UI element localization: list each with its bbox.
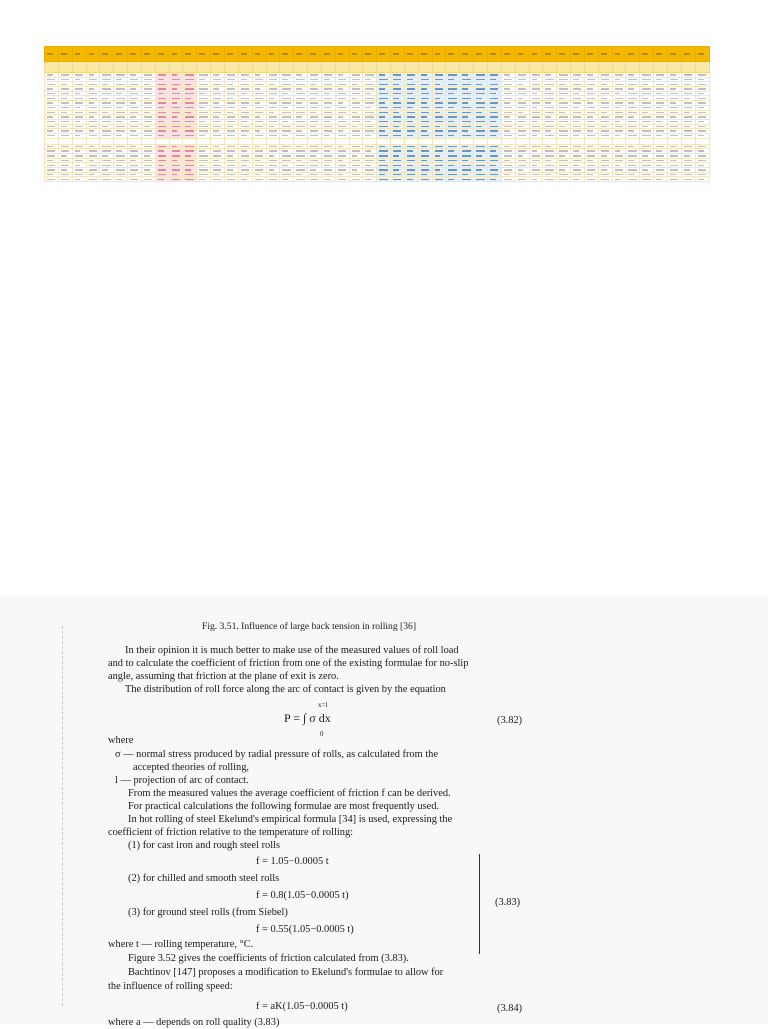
subheader-cell <box>598 62 612 73</box>
table-row <box>45 62 710 73</box>
data-cell <box>45 177 59 182</box>
subheader-cell <box>667 62 681 73</box>
header-cell <box>72 47 86 62</box>
header-cell <box>114 47 128 62</box>
header-cell <box>197 47 211 62</box>
subheader-cell <box>280 62 294 73</box>
data-cell <box>252 177 266 182</box>
subheader-cell <box>543 62 557 73</box>
header-cell <box>612 47 626 62</box>
data-cell <box>197 177 211 182</box>
header-cell <box>474 47 488 62</box>
paragraph-line: coefficient of friction relative to the temperature of rolling: <box>108 827 354 838</box>
subheader-cell <box>571 62 585 73</box>
subheader-cell <box>128 62 142 73</box>
data-cell <box>169 177 183 182</box>
data-cell <box>571 177 585 182</box>
subheader-cell <box>557 62 571 73</box>
header-cell <box>529 47 543 62</box>
data-cell <box>404 177 418 182</box>
subheader-cell <box>197 62 211 73</box>
data-cell <box>640 177 654 182</box>
data-cell <box>557 177 571 182</box>
header-cell <box>266 47 280 62</box>
subheader-cell <box>474 62 488 73</box>
subheader-cell <box>321 62 335 73</box>
paragraph-line: the influence of rolling speed: <box>108 981 233 992</box>
data-cell <box>584 177 598 182</box>
subheader-cell <box>612 62 626 73</box>
table-row <box>45 47 710 62</box>
subheader-cell <box>58 62 72 73</box>
subheader-cell <box>626 62 640 73</box>
subheader-cell <box>584 62 598 73</box>
data-cell <box>308 177 322 182</box>
paragraph-line: where a — depends on roll quality (3.83) <box>108 1017 280 1028</box>
data-cell <box>446 177 460 182</box>
subheader-cell <box>488 62 502 73</box>
header-cell <box>183 47 197 62</box>
data-cell <box>432 177 446 182</box>
paragraph-line: Figure 3.52 gives the coefficients of friction calculated from (3.83). <box>128 953 409 964</box>
subheader-cell <box>363 62 377 73</box>
subheader-cell <box>501 62 515 73</box>
subheader-cell <box>266 62 280 73</box>
subheader-cell <box>404 62 418 73</box>
header-cell <box>294 47 308 62</box>
subheader-cell <box>100 62 114 73</box>
case-formula: f = 0.55(1.05−0.0005 t) <box>256 924 354 935</box>
data-cell <box>529 177 543 182</box>
header-cell <box>557 47 571 62</box>
header-cell <box>349 47 363 62</box>
equation-3-84: f = aK(1.05−0.0005 t) <box>256 1001 348 1012</box>
case-formula: f = 0.8(1.05−0.0005 t) <box>256 890 349 901</box>
header-cell <box>252 47 266 62</box>
header-cell <box>211 47 225 62</box>
data-cell <box>695 177 709 182</box>
case-label: (2) for chilled and smooth steel rolls <box>128 873 280 884</box>
header-cell <box>667 47 681 62</box>
definition-line: l — projection of arc of contact. <box>115 775 249 786</box>
subheader-cell <box>654 62 668 73</box>
data-cell <box>681 177 695 182</box>
equation-number: (3.84) <box>497 1003 523 1014</box>
header-cell <box>321 47 335 62</box>
data-table <box>44 46 710 182</box>
data-cell <box>654 177 668 182</box>
subheader-cell <box>86 62 100 73</box>
data-cell <box>183 177 197 182</box>
definition-line: accepted theories of rolling, <box>133 762 249 773</box>
data-cell <box>72 177 86 182</box>
equation-number: (3.83) <box>495 897 521 908</box>
data-cell <box>238 177 252 182</box>
data-cell <box>543 177 557 182</box>
paragraph-line: and to calculate the coefficient of friction from one of the existing formulae for no-slip <box>108 658 469 669</box>
header-cell <box>391 47 405 62</box>
case-formula: f = 1.05−0.0005 t <box>256 856 329 867</box>
data-cell <box>488 177 502 182</box>
header-cell <box>224 47 238 62</box>
header-cell <box>280 47 294 62</box>
subheader-cell <box>252 62 266 73</box>
data-cell <box>335 177 349 182</box>
data-cell <box>391 177 405 182</box>
subheader-cell <box>446 62 460 73</box>
header-cell <box>335 47 349 62</box>
scanned-page <box>0 596 768 1028</box>
header-cell <box>695 47 709 62</box>
subheader-cell <box>211 62 225 73</box>
subheader-cell <box>294 62 308 73</box>
data-cell <box>321 177 335 182</box>
subheader-cell <box>391 62 405 73</box>
header-cell <box>598 47 612 62</box>
header-cell <box>501 47 515 62</box>
figure-caption: Fig. 3.51. Influence of large back tension in rolling [36] <box>202 621 417 632</box>
header-cell <box>155 47 169 62</box>
paragraph-line: angle, assuming that friction at the plane of exit is zero. <box>108 671 339 682</box>
subheader-cell <box>72 62 86 73</box>
data-cell <box>667 177 681 182</box>
data-cell <box>294 177 308 182</box>
data-cell <box>626 177 640 182</box>
data-cell <box>418 177 432 182</box>
data-cell <box>474 177 488 182</box>
subheader-cell <box>432 62 446 73</box>
paragraph-line: For practical calculations the following formulae are most frequently used. <box>128 801 440 812</box>
subheader-cell <box>460 62 474 73</box>
data-cell <box>211 177 225 182</box>
header-cell <box>432 47 446 62</box>
header-cell <box>308 47 322 62</box>
header-cell <box>515 47 529 62</box>
header-cell <box>238 47 252 62</box>
subheader-cell <box>349 62 363 73</box>
header-cell <box>86 47 100 62</box>
definition-line: σ — normal stress produced by radial pressure of rolls, as calculated from the <box>115 749 438 760</box>
header-cell <box>128 47 142 62</box>
where-label: where <box>108 735 134 746</box>
subheader-cell <box>515 62 529 73</box>
header-cell <box>363 47 377 62</box>
header-cell <box>100 47 114 62</box>
case-label: (3) for ground steel rolls (from Siebel) <box>128 907 288 918</box>
header-cell <box>584 47 598 62</box>
subheader-cell <box>183 62 197 73</box>
header-cell <box>681 47 695 62</box>
header-cell <box>543 47 557 62</box>
subheader-cell <box>155 62 169 73</box>
header-cell <box>571 47 585 62</box>
data-cell <box>86 177 100 182</box>
data-cell <box>58 177 72 182</box>
header-cell <box>404 47 418 62</box>
subheader-cell <box>335 62 349 73</box>
subheader-cell <box>224 62 238 73</box>
data-cell <box>114 177 128 182</box>
paragraph-line: Bachtinov [147] proposes a modification to Ekelund's formulae to allow for <box>128 967 444 978</box>
data-cell <box>100 177 114 182</box>
equation-number: (3.82) <box>497 715 523 726</box>
header-cell <box>626 47 640 62</box>
data-cell <box>460 177 474 182</box>
data-cell <box>349 177 363 182</box>
subheader-cell <box>681 62 695 73</box>
header-cell <box>141 47 155 62</box>
paragraph-line: In hot rolling of steel Ekelund's empirical formula [34] is used, expressing the <box>128 814 453 825</box>
data-cell <box>141 177 155 182</box>
subheader-cell <box>418 62 432 73</box>
spreadsheet-thumbnail <box>44 46 710 198</box>
subheader-cell <box>377 62 391 73</box>
case-label: (1) for cast iron and rough steel rolls <box>128 840 281 851</box>
subheader-cell <box>141 62 155 73</box>
header-cell <box>460 47 474 62</box>
where-definition: where t — rolling temperature, °C. <box>108 939 254 950</box>
subheader-cell <box>45 62 59 73</box>
data-cell <box>515 177 529 182</box>
data-cell <box>363 177 377 182</box>
header-cell <box>58 47 72 62</box>
header-cell <box>169 47 183 62</box>
data-cell <box>501 177 515 182</box>
header-cell <box>640 47 654 62</box>
paragraph-line: The distribution of roll force along the arc of contact is given by the equation <box>125 684 446 695</box>
equation-brace <box>479 854 485 954</box>
data-cell <box>266 177 280 182</box>
data-cell <box>612 177 626 182</box>
subheader-cell <box>529 62 543 73</box>
header-cell <box>654 47 668 62</box>
header-cell <box>488 47 502 62</box>
header-cell <box>446 47 460 62</box>
paragraph-line: In their opinion it is much better to make use of the measured values of roll load <box>125 645 459 656</box>
table-row <box>45 177 710 182</box>
header-cell <box>45 47 59 62</box>
data-cell <box>224 177 238 182</box>
paragraph-line: From the measured values the average coefficient of friction f can be derived. <box>128 788 451 799</box>
data-cell <box>128 177 142 182</box>
subheader-cell <box>169 62 183 73</box>
integral-lower-limit: 0 <box>320 730 324 738</box>
data-cell <box>280 177 294 182</box>
header-cell <box>377 47 391 62</box>
subheader-cell <box>238 62 252 73</box>
data-cell <box>155 177 169 182</box>
header-cell <box>418 47 432 62</box>
equation-3-82: P = ∫ σ dx <box>284 711 331 725</box>
data-cell <box>377 177 391 182</box>
subheader-cell <box>308 62 322 73</box>
data-cell <box>598 177 612 182</box>
subheader-cell <box>640 62 654 73</box>
subheader-cell <box>695 62 709 73</box>
page-fold-line <box>62 626 64 1006</box>
integral-upper-limit: x=l <box>318 701 328 709</box>
subheader-cell <box>114 62 128 73</box>
